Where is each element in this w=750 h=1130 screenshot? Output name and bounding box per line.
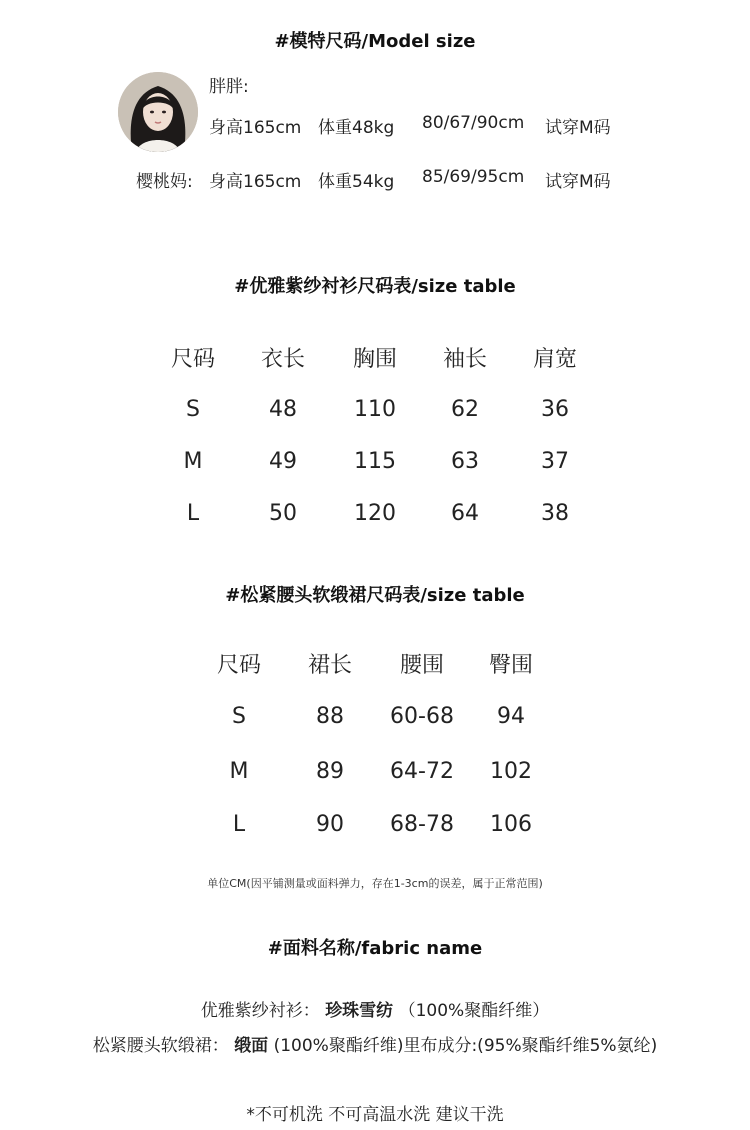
shirt-cell-shoulder: 38 — [541, 501, 569, 526]
shirt-cell-size: S — [186, 397, 200, 422]
fabric-skirt-detail: (100%聚酯纤维)里布成分:(95%聚酯纤维5%氨纶) — [273, 1036, 658, 1056]
skirt-cell-waist: 60-68 — [390, 704, 454, 729]
care-instructions: *不可机洗 不可高温水洗 建议干洗 — [246, 1105, 504, 1125]
model2-name: 樱桃妈: — [136, 172, 193, 192]
skirt-cell-hip: 94 — [497, 704, 525, 729]
model1-tryon-size: 试穿M码 — [545, 118, 611, 138]
fabric-title: #面料名称/fabric name — [267, 938, 483, 959]
shirt-cell-bust: 110 — [354, 397, 396, 422]
shirt-header-sleeve: 袖长 — [442, 347, 487, 372]
model-size-title: #模特尺码/Model size — [274, 31, 476, 52]
shirt-cell-sleeve: 64 — [451, 501, 479, 526]
shirt-cell-size: L — [186, 501, 200, 526]
shirt-header-bust: 胸围 — [352, 347, 397, 372]
shirt-header-length: 衣长 — [260, 347, 305, 372]
shirt-header-size: 尺码 — [170, 347, 215, 372]
skirt-cell-waist: 68-78 — [390, 812, 454, 837]
fabric-skirt-material: 缎面 — [234, 1036, 269, 1056]
shirt-cell-length: 49 — [269, 449, 297, 474]
shirt-header-shoulder: 肩宽 — [532, 347, 577, 372]
skirt-header-waist: 腰围 — [399, 653, 444, 678]
model-portrait-image — [118, 72, 198, 152]
skirt-cell-size: S — [232, 704, 246, 729]
model1-measurements: 80/67/90cm — [422, 113, 525, 133]
skirt-cell-size: L — [232, 812, 246, 837]
shirt-cell-shoulder: 37 — [541, 449, 569, 474]
model2-tryon-size: 试穿M码 — [545, 172, 611, 192]
skirt-cell-length: 88 — [316, 704, 344, 729]
skirt-cell-hip: 106 — [490, 812, 532, 837]
fabric-line-shirt — [0, 996, 750, 1021]
fabric-shirt-label: 优雅紫纱衬衫： — [200, 1001, 320, 1021]
unit-note: 单位CM(因平铺测量或面料弹力，存在1-3cm的误差，属于正常范围) — [207, 877, 543, 890]
skirt-header-size: 尺码 — [216, 653, 261, 678]
model1-name: 胖胖: — [209, 77, 249, 97]
skirt-cell-size: M — [229, 759, 249, 784]
skirt-table-title: #松紧腰头软缎裙尺码表/size table — [225, 585, 525, 606]
fabric-skirt-label: 松紧腰头软缎裙： — [92, 1036, 229, 1056]
skirt-cell-length: 90 — [316, 812, 344, 837]
model1-height: 身高165cm — [209, 118, 302, 138]
shirt-cell-sleeve: 62 — [451, 397, 479, 422]
shirt-cell-length: 48 — [269, 397, 297, 422]
skirt-header-hip: 臀围 — [488, 653, 533, 678]
fabric-line-skirt — [0, 1031, 750, 1056]
model1-weight: 体重48kg — [318, 118, 395, 138]
fabric-shirt-material: 珍珠雪纺 — [325, 1001, 394, 1021]
skirt-header-length: 裙长 — [307, 653, 352, 678]
shirt-cell-length: 50 — [269, 501, 297, 526]
shirt-table-title: #优雅紫纱衬衫尺码表/size table — [234, 276, 516, 297]
skirt-cell-waist: 64-72 — [390, 759, 454, 784]
shirt-cell-bust: 120 — [354, 501, 396, 526]
model-avatar — [118, 72, 198, 152]
skirt-cell-hip: 102 — [490, 759, 532, 784]
shirt-cell-sleeve: 63 — [451, 449, 479, 474]
model2-height: 身高165cm — [209, 172, 302, 192]
shirt-cell-bust: 115 — [354, 449, 396, 474]
model2-measurements: 85/69/95cm — [422, 167, 525, 187]
model2-weight: 体重54kg — [318, 172, 395, 192]
shirt-cell-size: M — [183, 449, 203, 474]
skirt-cell-length: 89 — [316, 759, 344, 784]
shirt-cell-shoulder: 36 — [541, 397, 569, 422]
fabric-shirt-detail: （100%聚酯纤维） — [398, 1001, 550, 1021]
